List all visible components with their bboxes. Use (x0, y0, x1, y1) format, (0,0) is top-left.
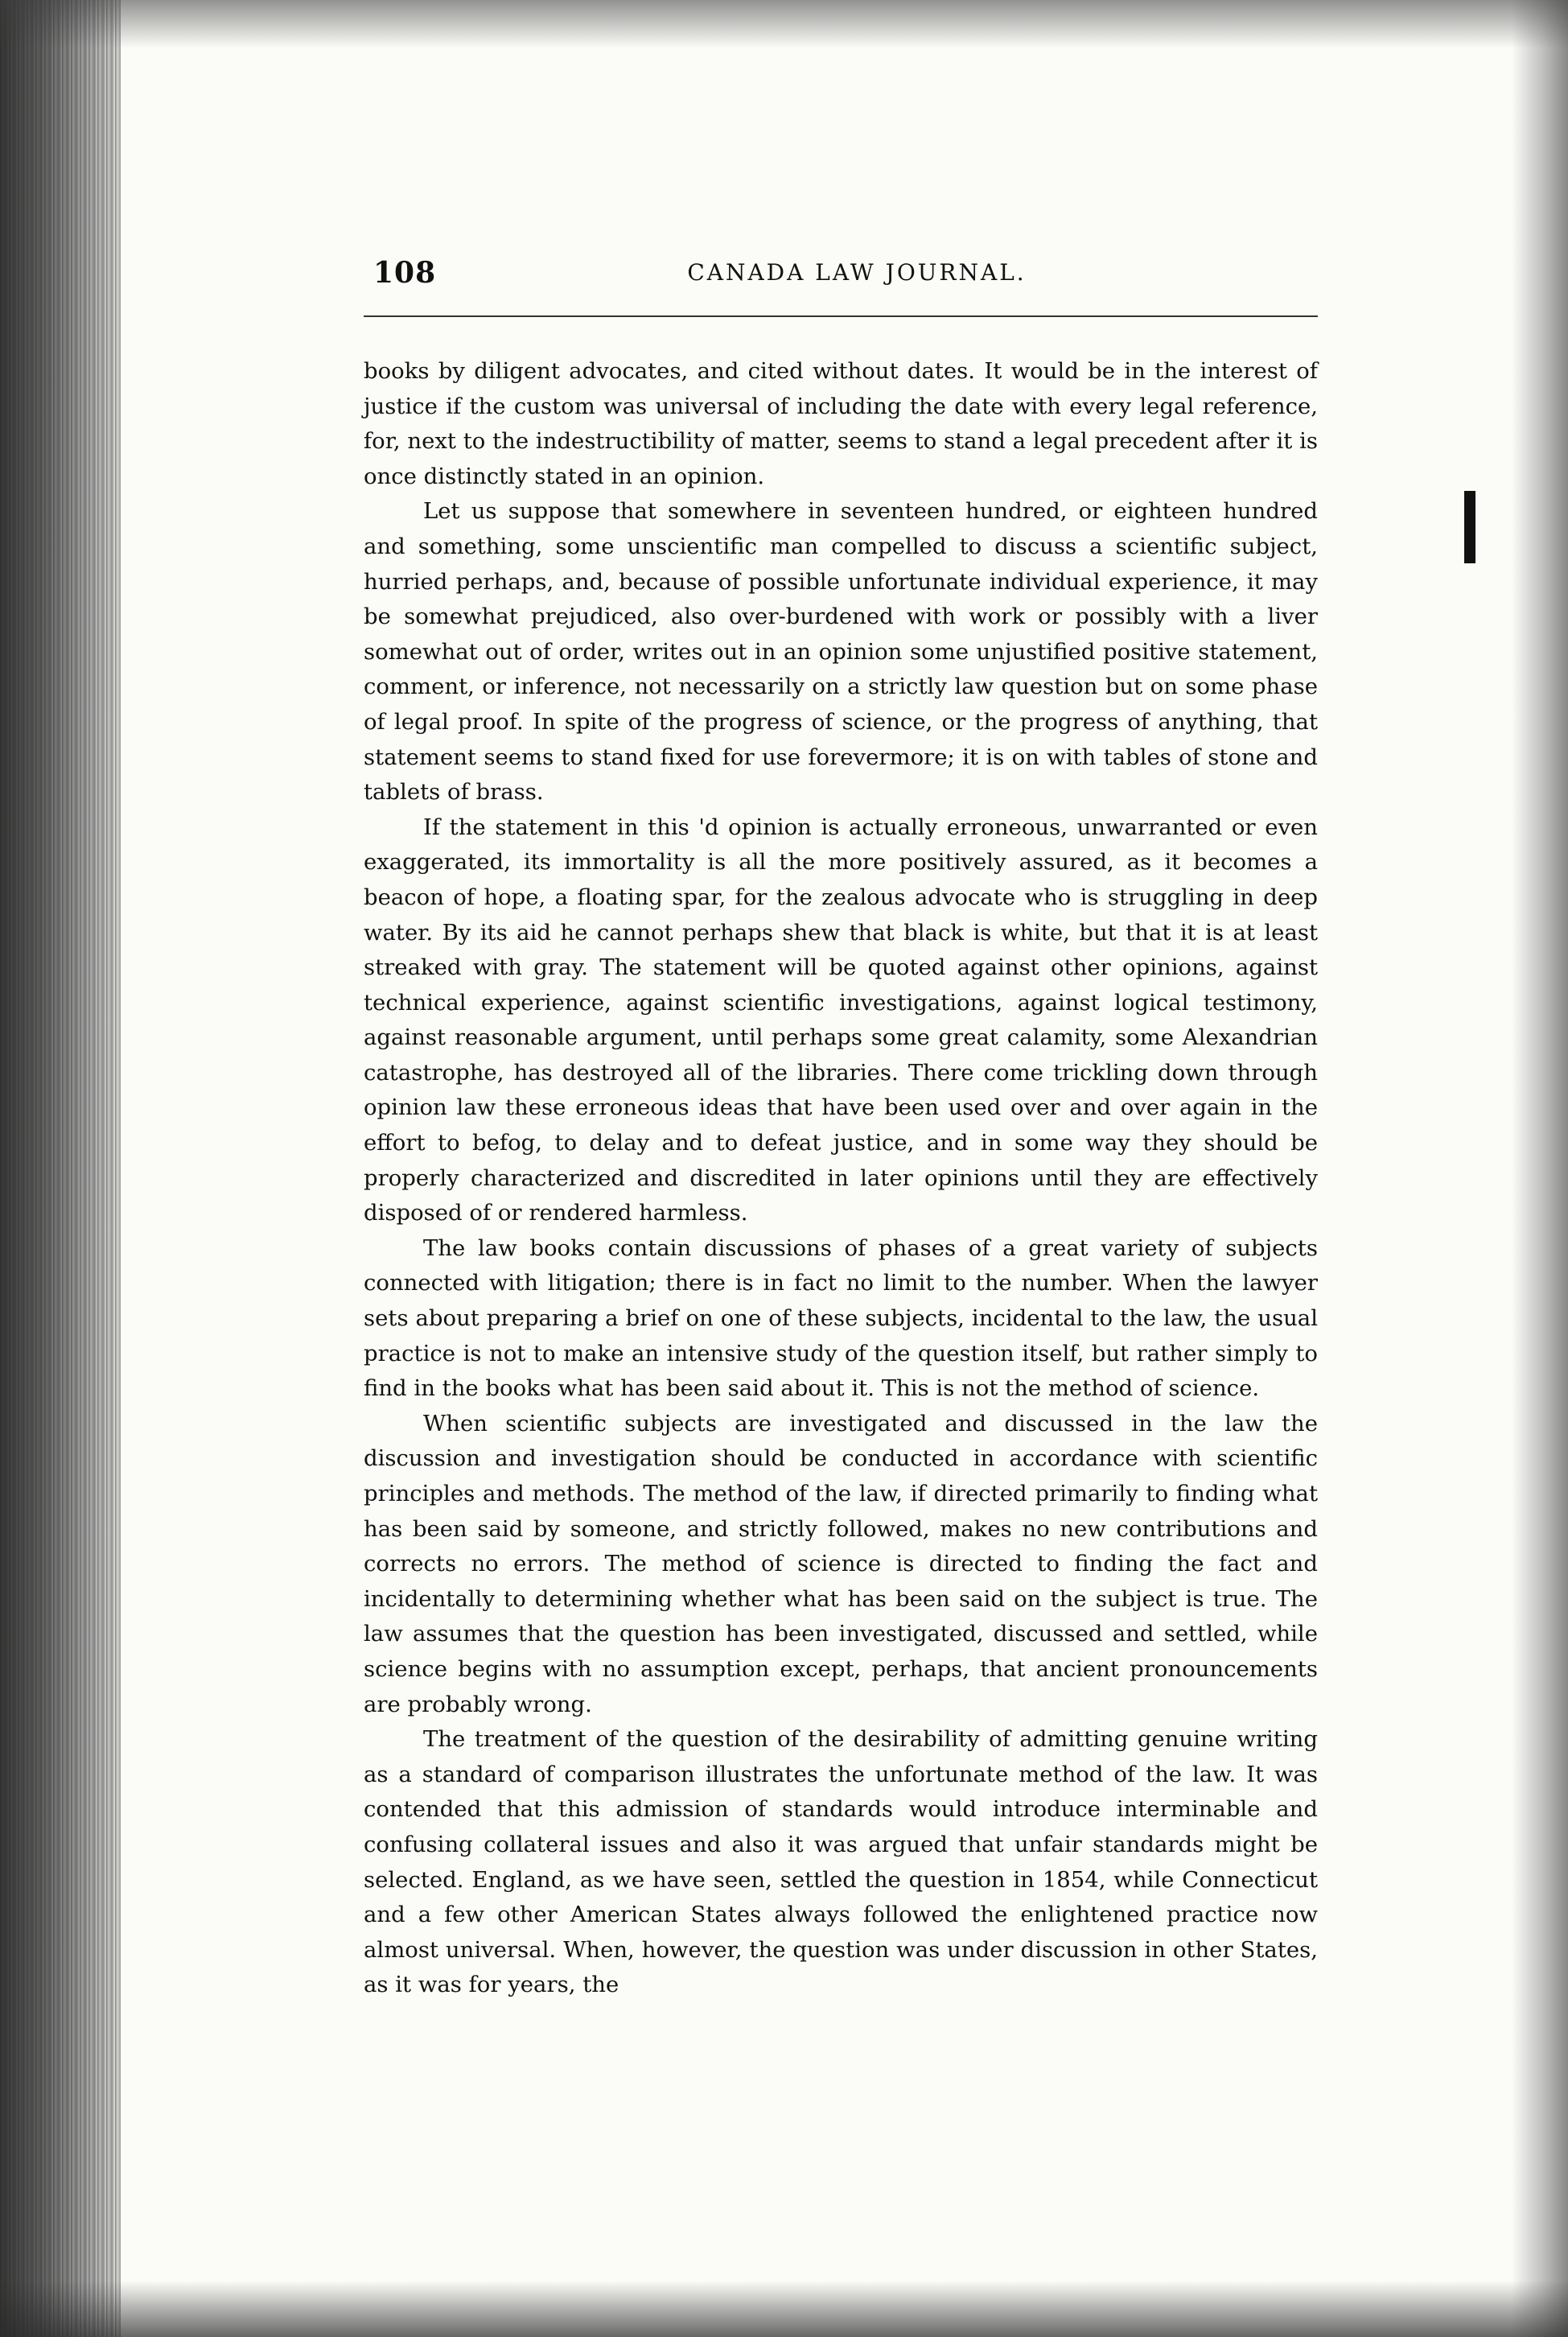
paragraph: If the statement in this 'd opinion is actually erroneous, unwarranted or even exaggerated, its immortality is all the more positively assured, as it becomes a beacon of hope, a floating spar, for the zealous advocate who is struggling in deep water. By its aid he cannot perhaps shew that black is white, but that it is at least streaked with gray. The statement will be quoted against other opinions, against technical experience, against scientific investigations, against logical testimony, against reasonable argument, until perhaps some great calamity, some Alexandrian catastrophe, has destroyed all of the libraries. There come trickling down through opinion law these erroneous ideas that have been used over and over again in the effort to befog, to delay and to defeat justice, and in some way they should be properly characterized and discredited in later opinions until they are effectively disposed of or rendered harmless. (364, 814, 1318, 1226)
paragraph: books by diligent advocates, and cited without dates. It would be in the interest of justice if the custom was universal of including the date with every legal reference, for, next to the indestructibility of matter, seems to stand a legal precedent after it is once distinctly stated in an opinion. (364, 358, 1318, 489)
binding-shadow-left (0, 0, 121, 2337)
paragraph: The treatment of the question of the desirability of admitting genuine writing as a standard of comparison illustrates the unfortunate method of the law. It was contended that this admission of standards would introduce interminable and confusing collateral issues and also it was argued that unfair standards might be selected. England, as we have seen, settled the question in 1854, while Connecticut and a few other American States always followed the enlightened practice now almost universal. When, however, the question was under discussion in other States, as it was for years, the (364, 1726, 1318, 1998)
margin-mark (1464, 491, 1475, 563)
page-edge-bottom (0, 2281, 1568, 2337)
page-edge-top (0, 0, 1568, 48)
running-head: CANADA LAW JOURNAL. (687, 259, 1027, 286)
page-header (364, 256, 1318, 304)
binding-shadow-right (1512, 0, 1568, 2337)
paragraph: Let us suppose that somewhere in seventeen hundred, or eighteen hundred and something, some unscientific man compelled to discuss a scientific subject, hurried perhaps, and, because of possible unfortunate individual experience, it may be somewhat prejudiced, also over-burdened with work or possibly with a liver somewhat out of order, writes out in an opinion some unjustified positive statement, comment, or inference, not necessarily on a strictly law question but on some phase of legal proof. In spite of the progress of science, or the progress of anything, that statement seems to stand fixed for use forevermore; it is on with tables of stone and tablets of brass. (364, 498, 1318, 806)
body-text (364, 354, 1318, 2003)
page-number: 108 (373, 256, 437, 290)
header-rule (364, 315, 1318, 317)
paragraph: When scientific subjects are investigated and discussed in the law the discussion and investigation should be conducted in accordance with scientific principles and methods. The method of the law, if directed primarily to finding what has been said by someone, and strictly followed, makes no new contributions and corrects no errors. The method of science is directed to finding the fact and incidentally to determining whether what has been said on the subject is true. The law assumes that the question has been investigated, discussed and settled, while science begins with no assumption except, perhaps, that ancient pronouncements are probably wrong. (364, 1410, 1318, 1717)
paragraph: The law books contain discussions of phases of a great variety of subjects connected with litigation; there is in fact no limit to the number. When the lawyer sets about preparing a brief on one of these subjects, incidental to the law, the usual practice is not to make an intensive study of the question itself, but rather simply to find in the books what has been said about it. This is not the method of science. (364, 1234, 1318, 1402)
